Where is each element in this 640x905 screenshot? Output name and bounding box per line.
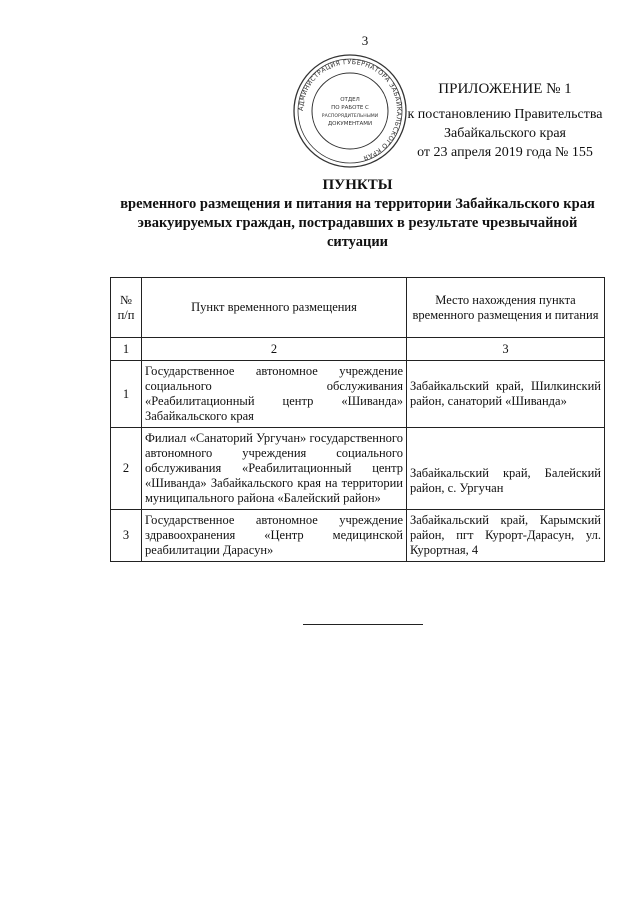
- stamp-line-1: ОТДЕЛ: [340, 97, 360, 103]
- page-number: 3: [361, 33, 369, 48]
- row-num: 3: [111, 510, 142, 562]
- official-stamp: [291, 52, 409, 170]
- appendix-title: ПРИЛОЖЕНИЕ № 1: [438, 81, 572, 97]
- stamp-ring-text: АДМИНИСТРАЦИЯ ГУБЕРНАТОРА ЗАБАЙКАЛЬСКОГО КРАЯ: [297, 58, 403, 162]
- row-name: Филиал «Санаторий Ургучан» государственного автономного учреждения социального обслуживания «Реабилитационный центр «Шиванда» Забайкальского края на территории муниципального района «Балейский район»: [142, 428, 407, 510]
- row-num: 1: [111, 361, 142, 428]
- stamp-line-3: РАСПОРЯДИТЕЛЬНЫМИ: [321, 114, 379, 119]
- header-num: № п/п: [111, 278, 142, 338]
- placement-table: [110, 277, 605, 562]
- document-title: ПУНКТЫ: [322, 177, 393, 193]
- document-subtitle: временного размещения и питания на территории Забайкальского края эвакуируемых граждан, пострадавших в результате чрезвычайной ситуации: [120, 196, 595, 250]
- row-place: Забайкальский край, Карымский район, пгт Курорт-Дарасун, ул. Курортная, 4: [407, 510, 605, 562]
- table-row: [111, 361, 605, 428]
- row-name: Государственное автономное учреждение здравоохранения «Центр медицинской реабилитации Дарасун»: [142, 510, 407, 562]
- index-cell-3: 3: [407, 338, 605, 361]
- row-place: Забайкальский край, Балейский район, с. Ургучан: [407, 428, 605, 510]
- row-place: Забайкальский край, Шилкинский район, санаторий «Шиванда»: [407, 361, 605, 428]
- table-row: [111, 510, 605, 562]
- stamp-line-2: ПО РАБОТЕ С: [331, 105, 369, 111]
- appendix-line-1: к постановлению Правительства: [407, 107, 603, 122]
- index-cell-1: 1: [111, 338, 142, 361]
- appendix-line-3: от 23 апреля 2019 года № 155: [417, 145, 593, 160]
- table-header-row: [111, 278, 605, 338]
- stamp-line-4: ДОКУМЕНТАМИ: [327, 121, 373, 127]
- appendix-block: [395, 80, 615, 162]
- header-name: Пункт временного размещения: [142, 278, 407, 338]
- table-row: [111, 428, 605, 510]
- row-num: 2: [111, 428, 142, 510]
- appendix-line-2: Забайкальского края: [443, 126, 566, 141]
- table-index-row: [111, 338, 605, 361]
- header-place: Место нахождения пункта временного размещения и питания: [407, 278, 605, 338]
- index-cell-2: 2: [142, 338, 407, 361]
- row-name: Государственное автономное учреждение социального обслуживания «Реабилитационный центр «Шиванда» Забайкальского края: [142, 361, 407, 428]
- document-heading: [110, 176, 605, 252]
- footer-divider: [303, 624, 423, 625]
